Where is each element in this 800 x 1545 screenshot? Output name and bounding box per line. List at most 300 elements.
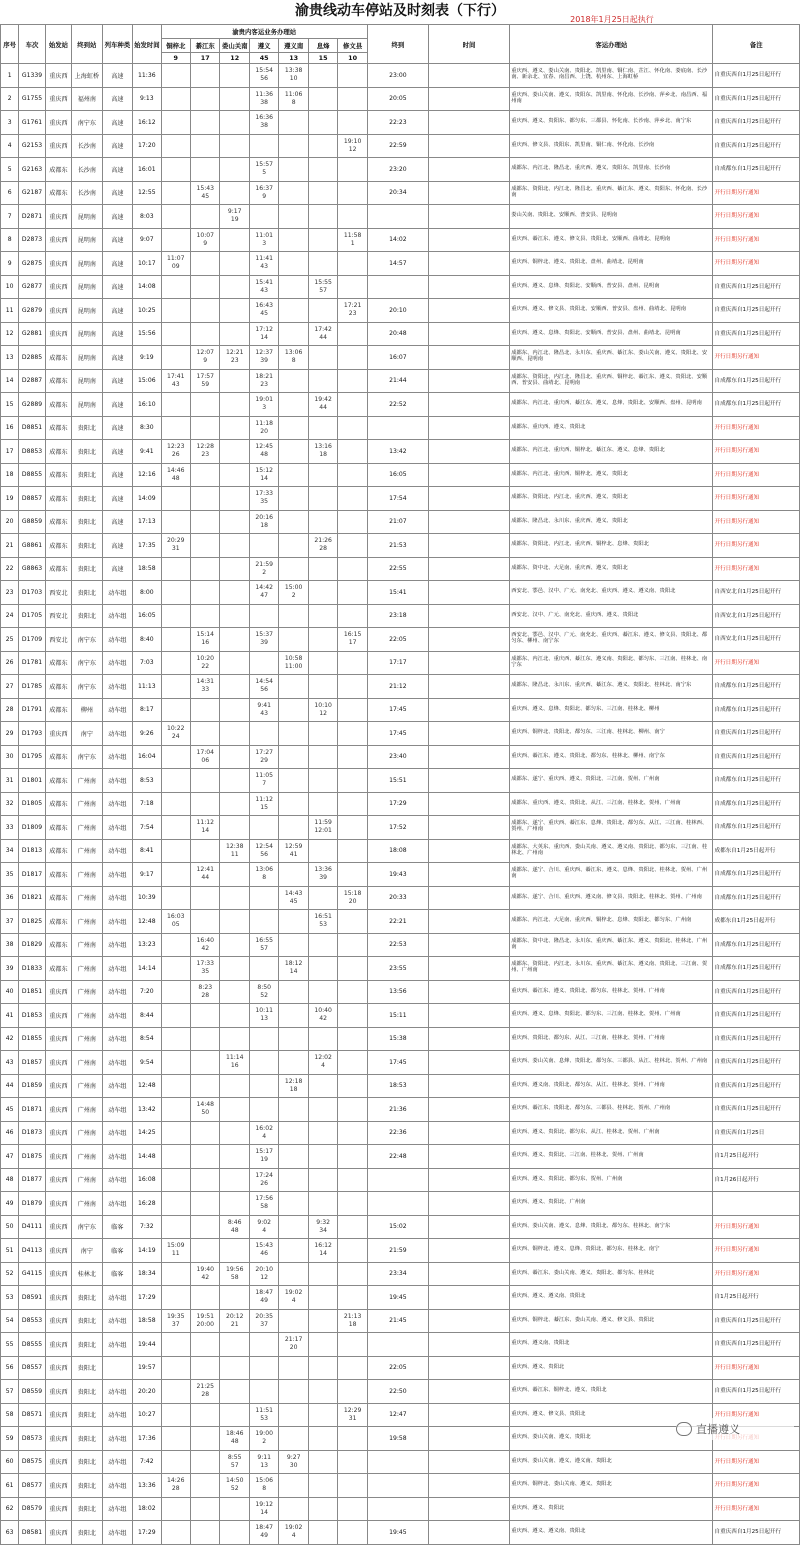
row-station-time: 9:02 4 (249, 1215, 278, 1239)
row-station-time (161, 980, 190, 1004)
row-station-time: 8:55 57 (220, 1450, 249, 1474)
header-stops: 客运办理站 (510, 25, 713, 64)
row-station-time (161, 1168, 190, 1192)
row-terminal: 广州南 (72, 769, 102, 793)
row-station-time: 16:36 38 (249, 111, 278, 135)
row-origin: 重庆西 (45, 1474, 71, 1498)
row-seq: 36 (1, 886, 19, 910)
row-station-time (161, 792, 190, 816)
row-depart: 8:54 (133, 1027, 161, 1051)
row-origin: 成都东 (45, 557, 71, 581)
row-station-time: 18:47 49 (249, 1286, 278, 1310)
row-type: 动车组 (102, 863, 132, 887)
row-arrive: 17:45 (367, 698, 428, 722)
row-depart: 16:10 (133, 393, 161, 417)
row-time-blank (428, 1427, 509, 1451)
row-train: D1809 (19, 816, 45, 840)
row-depart: 7:03 (133, 651, 161, 675)
header-type: 列车种类 (102, 25, 132, 64)
row-origin: 重庆西 (45, 1239, 71, 1263)
row-station-time (338, 158, 368, 182)
row-depart: 17:29 (133, 1521, 161, 1545)
table-row (1, 1521, 800, 1545)
row-station-time (338, 1027, 368, 1051)
row-train: D8851 (19, 416, 45, 440)
row-seq: 48 (1, 1168, 19, 1192)
row-train: G2187 (19, 181, 45, 205)
row-station-time: 15:12 14 (249, 463, 278, 487)
row-station-time (220, 1145, 249, 1169)
row-time-blank (428, 1004, 509, 1028)
row-station-time (338, 675, 368, 699)
row-stops: 重庆西、綦江东、遵义、贵阳北、都匀东、桂林北、柳州、南宁东 (510, 745, 713, 769)
row-station-time (279, 1262, 308, 1286)
header-station-code: 10 (338, 53, 368, 64)
row-depart: 18:58 (133, 1309, 161, 1333)
row-station-time (279, 416, 308, 440)
row-terminal: 贵阳北 (72, 1309, 102, 1333)
row-station-time (279, 205, 308, 229)
row-station-time (249, 816, 278, 840)
row-train: D2871 (19, 205, 45, 229)
row-origin: 重庆西 (45, 87, 71, 111)
row-terminal: 昆明南 (72, 228, 102, 252)
row-train: G1761 (19, 111, 45, 135)
row-train: D1703 (19, 581, 45, 605)
header-station-code: 13 (279, 53, 308, 64)
row-train: D4113 (19, 1239, 45, 1263)
row-train: D1709 (19, 628, 45, 652)
row-station-time: 14:31 33 (191, 675, 220, 699)
row-station-time (279, 1497, 308, 1521)
row-station-time (191, 581, 220, 605)
row-station-time (338, 1474, 368, 1498)
row-station-time (161, 628, 190, 652)
row-station-time (308, 1450, 337, 1474)
row-train: D1873 (19, 1121, 45, 1145)
row-origin: 重庆西 (45, 1286, 71, 1310)
row-station-time (279, 675, 308, 699)
row-station-time: 12:02 4 (308, 1051, 337, 1075)
row-seq: 47 (1, 1145, 19, 1169)
row-arrive (367, 1450, 428, 1474)
row-station-time (308, 1474, 337, 1498)
row-arrive: 12:47 (367, 1403, 428, 1427)
row-arrive: 20:48 (367, 322, 428, 346)
row-train: D1781 (19, 651, 45, 675)
row-type: 动车组 (102, 1380, 132, 1404)
header-depart: 始发时间 (133, 25, 161, 64)
row-terminal: 贵阳北 (72, 1333, 102, 1357)
row-station-time (338, 1380, 368, 1404)
row-station-time (161, 87, 190, 111)
table-row (1, 1286, 800, 1310)
row-origin: 重庆西 (45, 134, 71, 158)
table-row (1, 886, 800, 910)
row-terminal: 广州南 (72, 1004, 102, 1028)
table-row (1, 1098, 800, 1122)
header-station: 遵义南 (279, 39, 308, 53)
row-type: 高速 (102, 369, 132, 393)
row-station-time: 19:01 3 (249, 393, 278, 417)
row-station-time (220, 393, 249, 417)
row-stops: 成都东、内江北、大足南、重庆西、铜梓北、息烽、贵阳北、都匀东、广州南 (510, 910, 713, 934)
row-train: G2153 (19, 134, 45, 158)
row-notes: 自成都东自1月25日起开行 (713, 393, 800, 417)
row-stops: 成都东、资阳北、内江北、隆昌北、重庆西、綦江东、遵义、贵阳东、怀化南、长沙南 (510, 181, 713, 205)
row-arrive: 23:55 (367, 957, 428, 981)
row-station-time (220, 87, 249, 111)
row-stops: 重庆西、遵义、贵阳东、都匀东、三都县、怀化南、长沙南、萍乡北、南宁东 (510, 111, 713, 135)
row-depart: 9:26 (133, 722, 161, 746)
row-origin: 重庆西 (45, 1380, 71, 1404)
row-arrive: 15:38 (367, 1027, 428, 1051)
row-station-time (338, 440, 368, 464)
row-station-time (338, 1145, 368, 1169)
row-train: D8559 (19, 1380, 45, 1404)
row-depart: 12:16 (133, 463, 161, 487)
row-stops: 成都东、内江北、重庆西、铜梓北、遵义、贵阳北 (510, 463, 713, 487)
row-depart: 7:54 (133, 816, 161, 840)
row-arrive: 22:23 (367, 111, 428, 135)
row-type: 高速 (102, 463, 132, 487)
row-origin: 成都东 (45, 769, 71, 793)
row-station-time: 19:35 37 (161, 1309, 190, 1333)
row-station-time (308, 957, 337, 981)
row-station-time: 12:23 26 (161, 440, 190, 464)
row-arrive: 23:20 (367, 158, 428, 182)
row-seq: 60 (1, 1450, 19, 1474)
row-type: 高速 (102, 346, 132, 370)
row-depart: 14:14 (133, 957, 161, 981)
table-row (1, 440, 800, 464)
row-notes: 开行日期另行通知 (713, 557, 800, 581)
row-train: D8571 (19, 1403, 45, 1427)
row-station-time (191, 839, 220, 863)
row-stops: 西安北、鄠邑、汉中、广元、南充北、重庆西、綦江东、遵义、修文县、贵阳北、都匀东、柳州、南宁东 (510, 628, 713, 652)
row-time-blank (428, 910, 509, 934)
row-station-time: 12:29 31 (338, 1403, 368, 1427)
row-station-time: 12:45 48 (249, 440, 278, 464)
row-origin: 重庆西 (45, 1168, 71, 1192)
row-station-time (308, 369, 337, 393)
table-row (1, 205, 800, 229)
row-station-time: 19:02 4 (279, 1286, 308, 1310)
table-row (1, 252, 800, 276)
row-arrive: 17:54 (367, 487, 428, 511)
row-station-time (161, 698, 190, 722)
row-time-blank (428, 581, 509, 605)
row-station-time (338, 510, 368, 534)
row-time-blank (428, 1121, 509, 1145)
row-station-time (161, 1192, 190, 1216)
row-notes: 开行日期另行通知 (713, 228, 800, 252)
table-row (1, 111, 800, 135)
row-stops: 成都东、资中北、大足南、重庆西、遵义、贵阳北 (510, 557, 713, 581)
header-station-code: 15 (308, 53, 337, 64)
row-notes: 自重庆西自1月25日起开行 (713, 275, 800, 299)
row-station-time (220, 1380, 249, 1404)
row-station-time (279, 1474, 308, 1498)
row-station-time (308, 1403, 337, 1427)
row-arrive: 23:34 (367, 1262, 428, 1286)
row-time-blank (428, 205, 509, 229)
header-station: 娄山关南 (220, 39, 249, 53)
row-origin: 成都东 (45, 863, 71, 887)
row-terminal: 广州南 (72, 933, 102, 957)
table-row (1, 181, 800, 205)
row-station-time: 11:12 14 (191, 816, 220, 840)
row-type: 高速 (102, 534, 132, 558)
row-origin: 重庆西 (45, 228, 71, 252)
row-train: G1755 (19, 87, 45, 111)
row-notes: 开行日期另行通知 (713, 181, 800, 205)
row-depart: 7:32 (133, 1215, 161, 1239)
row-station-time (279, 863, 308, 887)
row-time-blank (428, 651, 509, 675)
row-notes: 开行日期另行通知 (713, 205, 800, 229)
row-arrive: 22:48 (367, 1145, 428, 1169)
row-station-time (191, 1027, 220, 1051)
row-time-blank (428, 1051, 509, 1075)
row-terminal: 南宁东 (72, 628, 102, 652)
table-row (1, 64, 800, 88)
row-origin: 西安北 (45, 604, 71, 628)
row-station-time (338, 1286, 368, 1310)
row-depart: 9:17 (133, 863, 161, 887)
row-type: 动车组 (102, 1027, 132, 1051)
table-row (1, 369, 800, 393)
row-time-blank (428, 1309, 509, 1333)
row-terminal: 贵阳北 (72, 1286, 102, 1310)
table-row (1, 1192, 800, 1216)
row-type: 动车组 (102, 651, 132, 675)
row-station-time (338, 839, 368, 863)
row-notes: 自成都东自1月25日起开行 (713, 957, 800, 981)
row-stops: 成都东、隆昌北、永川东、重庆西、綦江东、遵义、贵阳北、桂林北、南宁东 (510, 675, 713, 699)
row-terminal: 昆明南 (72, 322, 102, 346)
row-depart: 8:30 (133, 416, 161, 440)
row-arrive: 18:53 (367, 1074, 428, 1098)
row-time-blank (428, 980, 509, 1004)
row-time-blank (428, 487, 509, 511)
row-station-time (279, 134, 308, 158)
row-stops: 重庆西、遵义、遵义南、贵阳北 (510, 1521, 713, 1545)
row-type: 动车组 (102, 792, 132, 816)
row-depart: 14:08 (133, 275, 161, 299)
table-row (1, 1356, 800, 1380)
row-station-time (220, 416, 249, 440)
row-station-time (220, 111, 249, 135)
table-row (1, 463, 800, 487)
table-row (1, 1145, 800, 1169)
row-train: D2887 (19, 369, 45, 393)
row-arrive: 22:05 (367, 628, 428, 652)
row-station-time (338, 87, 368, 111)
row-arrive (367, 416, 428, 440)
row-station-time (161, 1286, 190, 1310)
row-stops: 西安北、汉中、广元、南充北、重庆西、遵义、贵阳北 (510, 604, 713, 628)
row-station-time (220, 1027, 249, 1051)
row-arrive: 14:02 (367, 228, 428, 252)
row-seq: 58 (1, 1403, 19, 1427)
row-station-time: 15:06 8 (249, 1474, 278, 1498)
row-station-time (220, 816, 249, 840)
row-type: 动车组 (102, 1403, 132, 1427)
row-station-time (308, 604, 337, 628)
row-depart: 13:42 (133, 1098, 161, 1122)
row-stops: 成都东、内江北、重庆西、綦江东、遵义、息烽、贵阳北、安顺西、盘州、昆明南 (510, 393, 713, 417)
row-seq: 14 (1, 369, 19, 393)
row-notes: 自成都东自1月25日起开行 (713, 886, 800, 910)
row-train: D4111 (19, 1215, 45, 1239)
row-train: D8853 (19, 440, 45, 464)
row-type: 动车组 (102, 1497, 132, 1521)
header-station: 息烽 (308, 39, 337, 53)
row-station-time (161, 1145, 190, 1169)
row-train: D8573 (19, 1427, 45, 1451)
row-depart: 13:36 (133, 1474, 161, 1498)
row-origin: 成都东 (45, 910, 71, 934)
table-row (1, 1121, 800, 1145)
row-station-time: 12:07 9 (191, 346, 220, 370)
row-terminal: 南宁东 (72, 651, 102, 675)
row-station-time: 15:17 19 (249, 1145, 278, 1169)
row-depart: 16:05 (133, 604, 161, 628)
row-station-time (279, 933, 308, 957)
row-terminal: 广州南 (72, 863, 102, 887)
row-train: G2889 (19, 393, 45, 417)
execution-date-note: 2018年1月25日起执行 (570, 15, 654, 24)
row-terminal: 昆明南 (72, 369, 102, 393)
row-station-time (191, 134, 220, 158)
row-depart: 18:02 (133, 1497, 161, 1521)
row-station-time: 16:55 57 (249, 933, 278, 957)
table-row (1, 393, 800, 417)
row-terminal: 贵阳北 (72, 1380, 102, 1404)
row-station-time: 16:02 4 (249, 1121, 278, 1145)
row-station-time: 15:00 2 (279, 581, 308, 605)
table-row (1, 1309, 800, 1333)
row-station-time (308, 416, 337, 440)
row-depart: 7:20 (133, 980, 161, 1004)
row-time-blank (428, 839, 509, 863)
row-type: 高速 (102, 87, 132, 111)
row-terminal: 长沙南 (72, 134, 102, 158)
row-station-time (279, 487, 308, 511)
row-train: D1817 (19, 863, 45, 887)
row-stops: 重庆西、綦江东、铜梓北、遵义、贵阳北 (510, 1380, 713, 1404)
row-station-time (220, 980, 249, 1004)
row-station-time (279, 910, 308, 934)
row-time-blank (428, 1215, 509, 1239)
row-terminal: 昆明南 (72, 252, 102, 276)
row-seq: 1 (1, 64, 19, 88)
row-station-time (279, 1309, 308, 1333)
row-notes: 成都东自1月25日起开行 (713, 839, 800, 863)
row-train: D1833 (19, 957, 45, 981)
row-station-time (191, 1403, 220, 1427)
table-row (1, 604, 800, 628)
row-station-time (279, 275, 308, 299)
row-station-time (279, 1004, 308, 1028)
row-stops: 重庆西、铜梓北、娄山关南、遵义、贵阳北 (510, 1474, 713, 1498)
table-row (1, 910, 800, 934)
row-seq: 33 (1, 816, 19, 840)
row-station-time: 9:32 34 (308, 1215, 337, 1239)
row-depart: 18:34 (133, 1262, 161, 1286)
row-stops: 重庆西、修文县、贵阳东、凯里南、铜仁南、怀化南、长沙南 (510, 134, 713, 158)
row-origin: 重庆西 (45, 1333, 71, 1357)
row-station-time (161, 111, 190, 135)
row-depart: 12:48 (133, 910, 161, 934)
row-train: D8557 (19, 1356, 45, 1380)
header-terminal: 终到站 (72, 25, 102, 64)
row-time-blank (428, 440, 509, 464)
row-station-time (220, 534, 249, 558)
row-station-time (161, 228, 190, 252)
row-train: D1829 (19, 933, 45, 957)
row-station-time (220, 745, 249, 769)
table-row (1, 416, 800, 440)
table-row (1, 275, 800, 299)
row-station-time: 9:41 43 (249, 698, 278, 722)
row-station-time (308, 1262, 337, 1286)
row-station-time (220, 1121, 249, 1145)
row-time-blank (428, 1168, 509, 1192)
row-station-time (308, 628, 337, 652)
row-station-time (191, 158, 220, 182)
row-notes: 自重庆西自1月25日起开行 (713, 1074, 800, 1098)
row-arrive: 16:07 (367, 346, 428, 370)
row-type: 动车组 (102, 769, 132, 793)
row-arrive: 22:55 (367, 557, 428, 581)
row-terminal: 广州南 (72, 1145, 102, 1169)
row-station-time (338, 957, 368, 981)
row-type: 动车组 (102, 933, 132, 957)
row-station-time: 19:12 14 (249, 1497, 278, 1521)
row-time-blank (428, 275, 509, 299)
row-station-time (279, 698, 308, 722)
row-arrive: 17:45 (367, 722, 428, 746)
table-row (1, 1168, 800, 1192)
row-stops: 重庆西、遵义、遵义南、贵阳北 (510, 1286, 713, 1310)
row-station-time (308, 557, 337, 581)
row-arrive: 23:40 (367, 745, 428, 769)
row-station-time: 20:35 37 (249, 1309, 278, 1333)
row-station-time (338, 487, 368, 511)
row-origin: 重庆西 (45, 1098, 71, 1122)
row-notes: 自成都东自1月25日起开行 (713, 369, 800, 393)
row-train: G8861 (19, 534, 45, 558)
row-station-time (308, 651, 337, 675)
row-arrive (367, 1497, 428, 1521)
row-station-time: 19:02 4 (279, 1521, 308, 1545)
row-depart: 17:29 (133, 1286, 161, 1310)
row-seq: 22 (1, 557, 19, 581)
row-station-time (161, 134, 190, 158)
row-station-time (161, 1521, 190, 1545)
row-notes: 开行日期另行通知 (713, 534, 800, 558)
row-terminal: 贵阳北 (72, 1403, 102, 1427)
row-stops: 成都东、资阳北、内江北、永川东、重庆西、綦江东、遵义南、贵阳北、三江南、贺州、广州南 (510, 957, 713, 981)
row-stops: 重庆西、铜梓北、綦江东、娄山关南、遵义、修文县、贵阳北 (510, 1309, 713, 1333)
row-station-time (338, 769, 368, 793)
row-station-time (308, 1380, 337, 1404)
row-station-time (338, 534, 368, 558)
row-station-time (161, 604, 190, 628)
row-type: 高速 (102, 393, 132, 417)
